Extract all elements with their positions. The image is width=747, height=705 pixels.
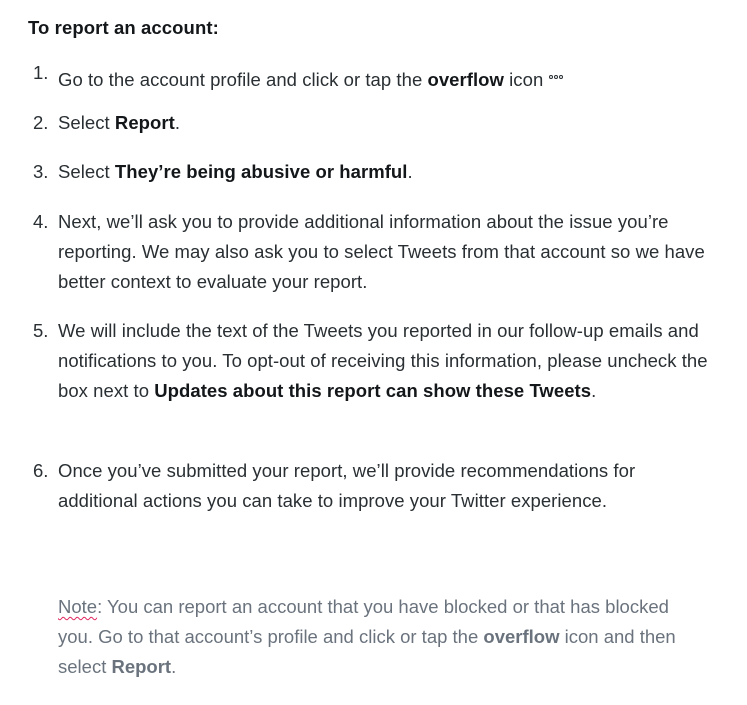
step-text-part: . xyxy=(407,161,413,182)
step-text-part: . xyxy=(591,380,597,401)
step-text xyxy=(58,316,708,406)
step-text-part: . xyxy=(174,112,181,133)
step-text xyxy=(58,108,708,138)
note-bold-term: overflow xyxy=(483,626,560,647)
note-paragraph xyxy=(58,592,708,682)
note-label: Note xyxy=(58,596,98,617)
step-bold-term: They’re being abusive or harmful xyxy=(114,161,408,182)
step-text xyxy=(58,157,708,187)
note-bold-term: Report xyxy=(111,656,172,677)
overflow-icon xyxy=(549,58,563,88)
step-text xyxy=(58,58,708,95)
note-text-part: : You can report an account that you have blocked or that has blocked you. Go to that account’s profile and click or tap the xyxy=(58,596,669,647)
step-number: 5. xyxy=(33,320,49,341)
step-number: 6. xyxy=(33,460,49,481)
note-text-part: icon and then select xyxy=(58,626,676,677)
step-text-part: Go to the account profile and click or tap the xyxy=(58,69,428,90)
step-text-part: icon xyxy=(503,69,544,90)
step-number: 2. xyxy=(33,112,49,133)
step-text-part: Select xyxy=(58,112,115,133)
step-text-part: Select xyxy=(58,161,115,182)
step-text-part: We will include the text of the Tweets you reported in our follow-up emails and notifications to you. To opt-out of receiving this information, please uncheck the box next to xyxy=(58,320,708,401)
step-text: Once you’ve submitted your report, we’ll provide recommendations for additional actions you can take to improve your Twitter experience. xyxy=(58,460,636,511)
step-bold-term: Report xyxy=(114,112,175,133)
step-bold-term: Updates about this report can show these Tweets xyxy=(154,380,592,401)
step-number: 1. xyxy=(33,62,49,83)
step-bold-term: overflow xyxy=(427,69,504,90)
note-text-part: . xyxy=(171,656,177,677)
step-text: Next, we’ll ask you to provide additional information about the issue you’re reporting. We may also ask you to select Tweets from that account so we have better context to evaluate your report. xyxy=(58,211,705,292)
section-heading: To report an account: xyxy=(28,17,219,38)
step-number: 4. xyxy=(33,211,49,232)
step-number: 3. xyxy=(33,161,49,182)
